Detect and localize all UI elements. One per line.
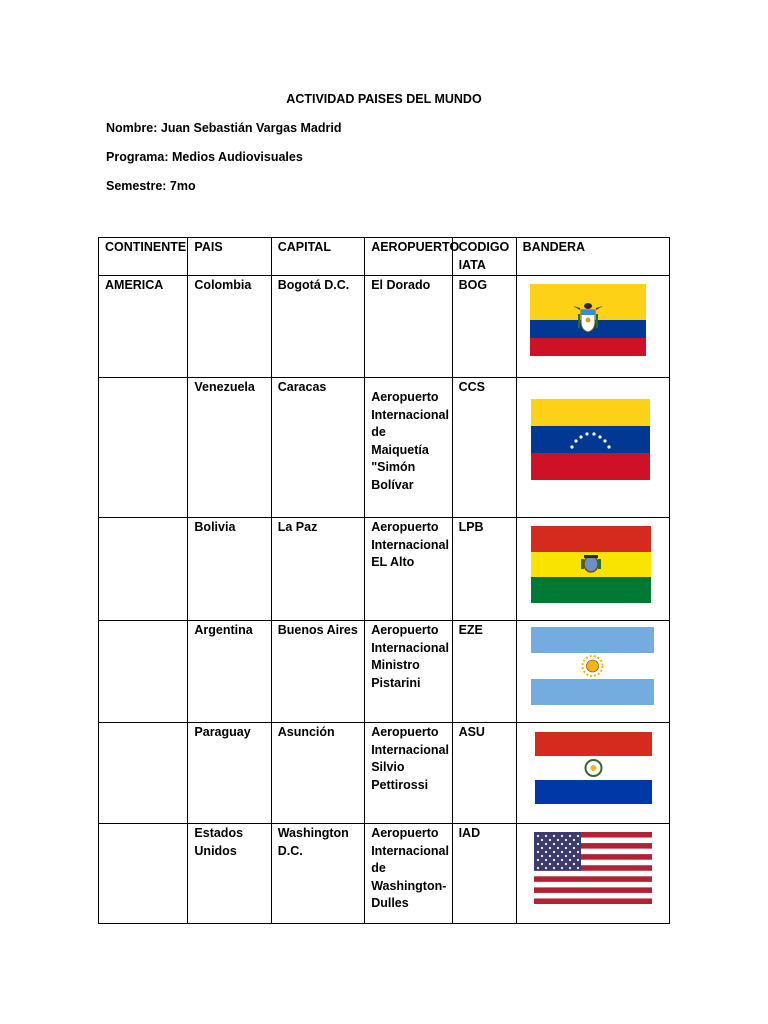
cell-country: Argentina: [188, 621, 271, 723]
cell-continent: [99, 518, 188, 621]
cell-iata: BOG: [452, 276, 516, 378]
cell-capital: Bogotá D.C.: [271, 276, 364, 378]
cell-capital: Asunción: [271, 723, 364, 824]
paraguay-flag: [535, 732, 652, 804]
header-airport: AEROPUERTO: [365, 238, 452, 276]
cell-country: Colombia: [188, 276, 271, 378]
cell-flag: [516, 723, 669, 824]
countries-table: [98, 237, 670, 924]
cell-continent: AMERICA: [99, 276, 188, 378]
cell-continent: [99, 621, 188, 723]
table-row: [99, 378, 670, 518]
cell-iata: CCS: [452, 378, 516, 518]
table-row: [99, 518, 670, 621]
cell-country: Venezuela: [188, 378, 271, 518]
table-row: [99, 723, 670, 824]
header-iata: CODIGO IATA: [452, 238, 516, 276]
cell-continent: [99, 378, 188, 518]
cell-airport: [365, 378, 452, 518]
cell-airport: Aeropuerto Internacional de Washington-Dulles: [365, 824, 452, 924]
cell-continent: [99, 824, 188, 924]
cell-iata: EZE: [452, 621, 516, 723]
cell-airport: Aeropuerto Internacional Silvio Pettirossi: [365, 723, 452, 824]
cell-continent: [99, 723, 188, 824]
cell-flag: [516, 621, 669, 723]
cell-iata: IAD: [452, 824, 516, 924]
header-capital: CAPITAL: [271, 238, 364, 276]
cell-airport: Aeropuerto Internacional EL Alto: [365, 518, 452, 621]
document-title: ACTIVIDAD PAISES DEL MUNDO: [286, 92, 482, 106]
cell-capital: Caracas: [271, 378, 364, 518]
colombia-flag: [530, 284, 646, 356]
header-country: PAIS: [188, 238, 271, 276]
cell-capital: Washington D.C.: [271, 824, 364, 924]
usa-flag: [534, 832, 652, 904]
header-row: [99, 238, 670, 276]
student-name: Nombre: Juan Sebastián Vargas Madrid: [106, 121, 342, 135]
venezuela-flag: [531, 399, 650, 480]
cell-country: Estados Unidos: [188, 824, 271, 924]
seal-icon: [585, 760, 601, 776]
cell-country: Paraguay: [188, 723, 271, 824]
header-flag: BANDERA: [516, 238, 669, 276]
semester-line: Semestre: 7mo: [106, 179, 196, 193]
cell-capital: Buenos Aires: [271, 621, 364, 723]
table-row: [99, 276, 670, 378]
cell-airport: El Dorado: [365, 276, 452, 378]
cell-flag: [516, 824, 669, 924]
header-continent: CONTINENTE: [99, 238, 188, 276]
airport-text: Aeropuerto Internacional de Maiquetía "Simón Bolívar: [371, 390, 449, 492]
cell-country: Bolivia: [188, 518, 271, 621]
table-row: [99, 621, 670, 723]
cell-flag: [516, 276, 669, 378]
program-line: Programa: Medios Audiovisuales: [106, 150, 303, 164]
cell-iata: ASU: [452, 723, 516, 824]
cell-airport: Aeropuerto Internacional Ministro Pistarini: [365, 621, 452, 723]
argentina-flag: [531, 627, 654, 705]
cell-flag: [516, 378, 669, 518]
cell-flag: [516, 518, 669, 621]
bolivia-flag: [531, 526, 651, 603]
cell-iata: LPB: [452, 518, 516, 621]
cell-capital: La Paz: [271, 518, 364, 621]
table-row: [99, 824, 670, 924]
